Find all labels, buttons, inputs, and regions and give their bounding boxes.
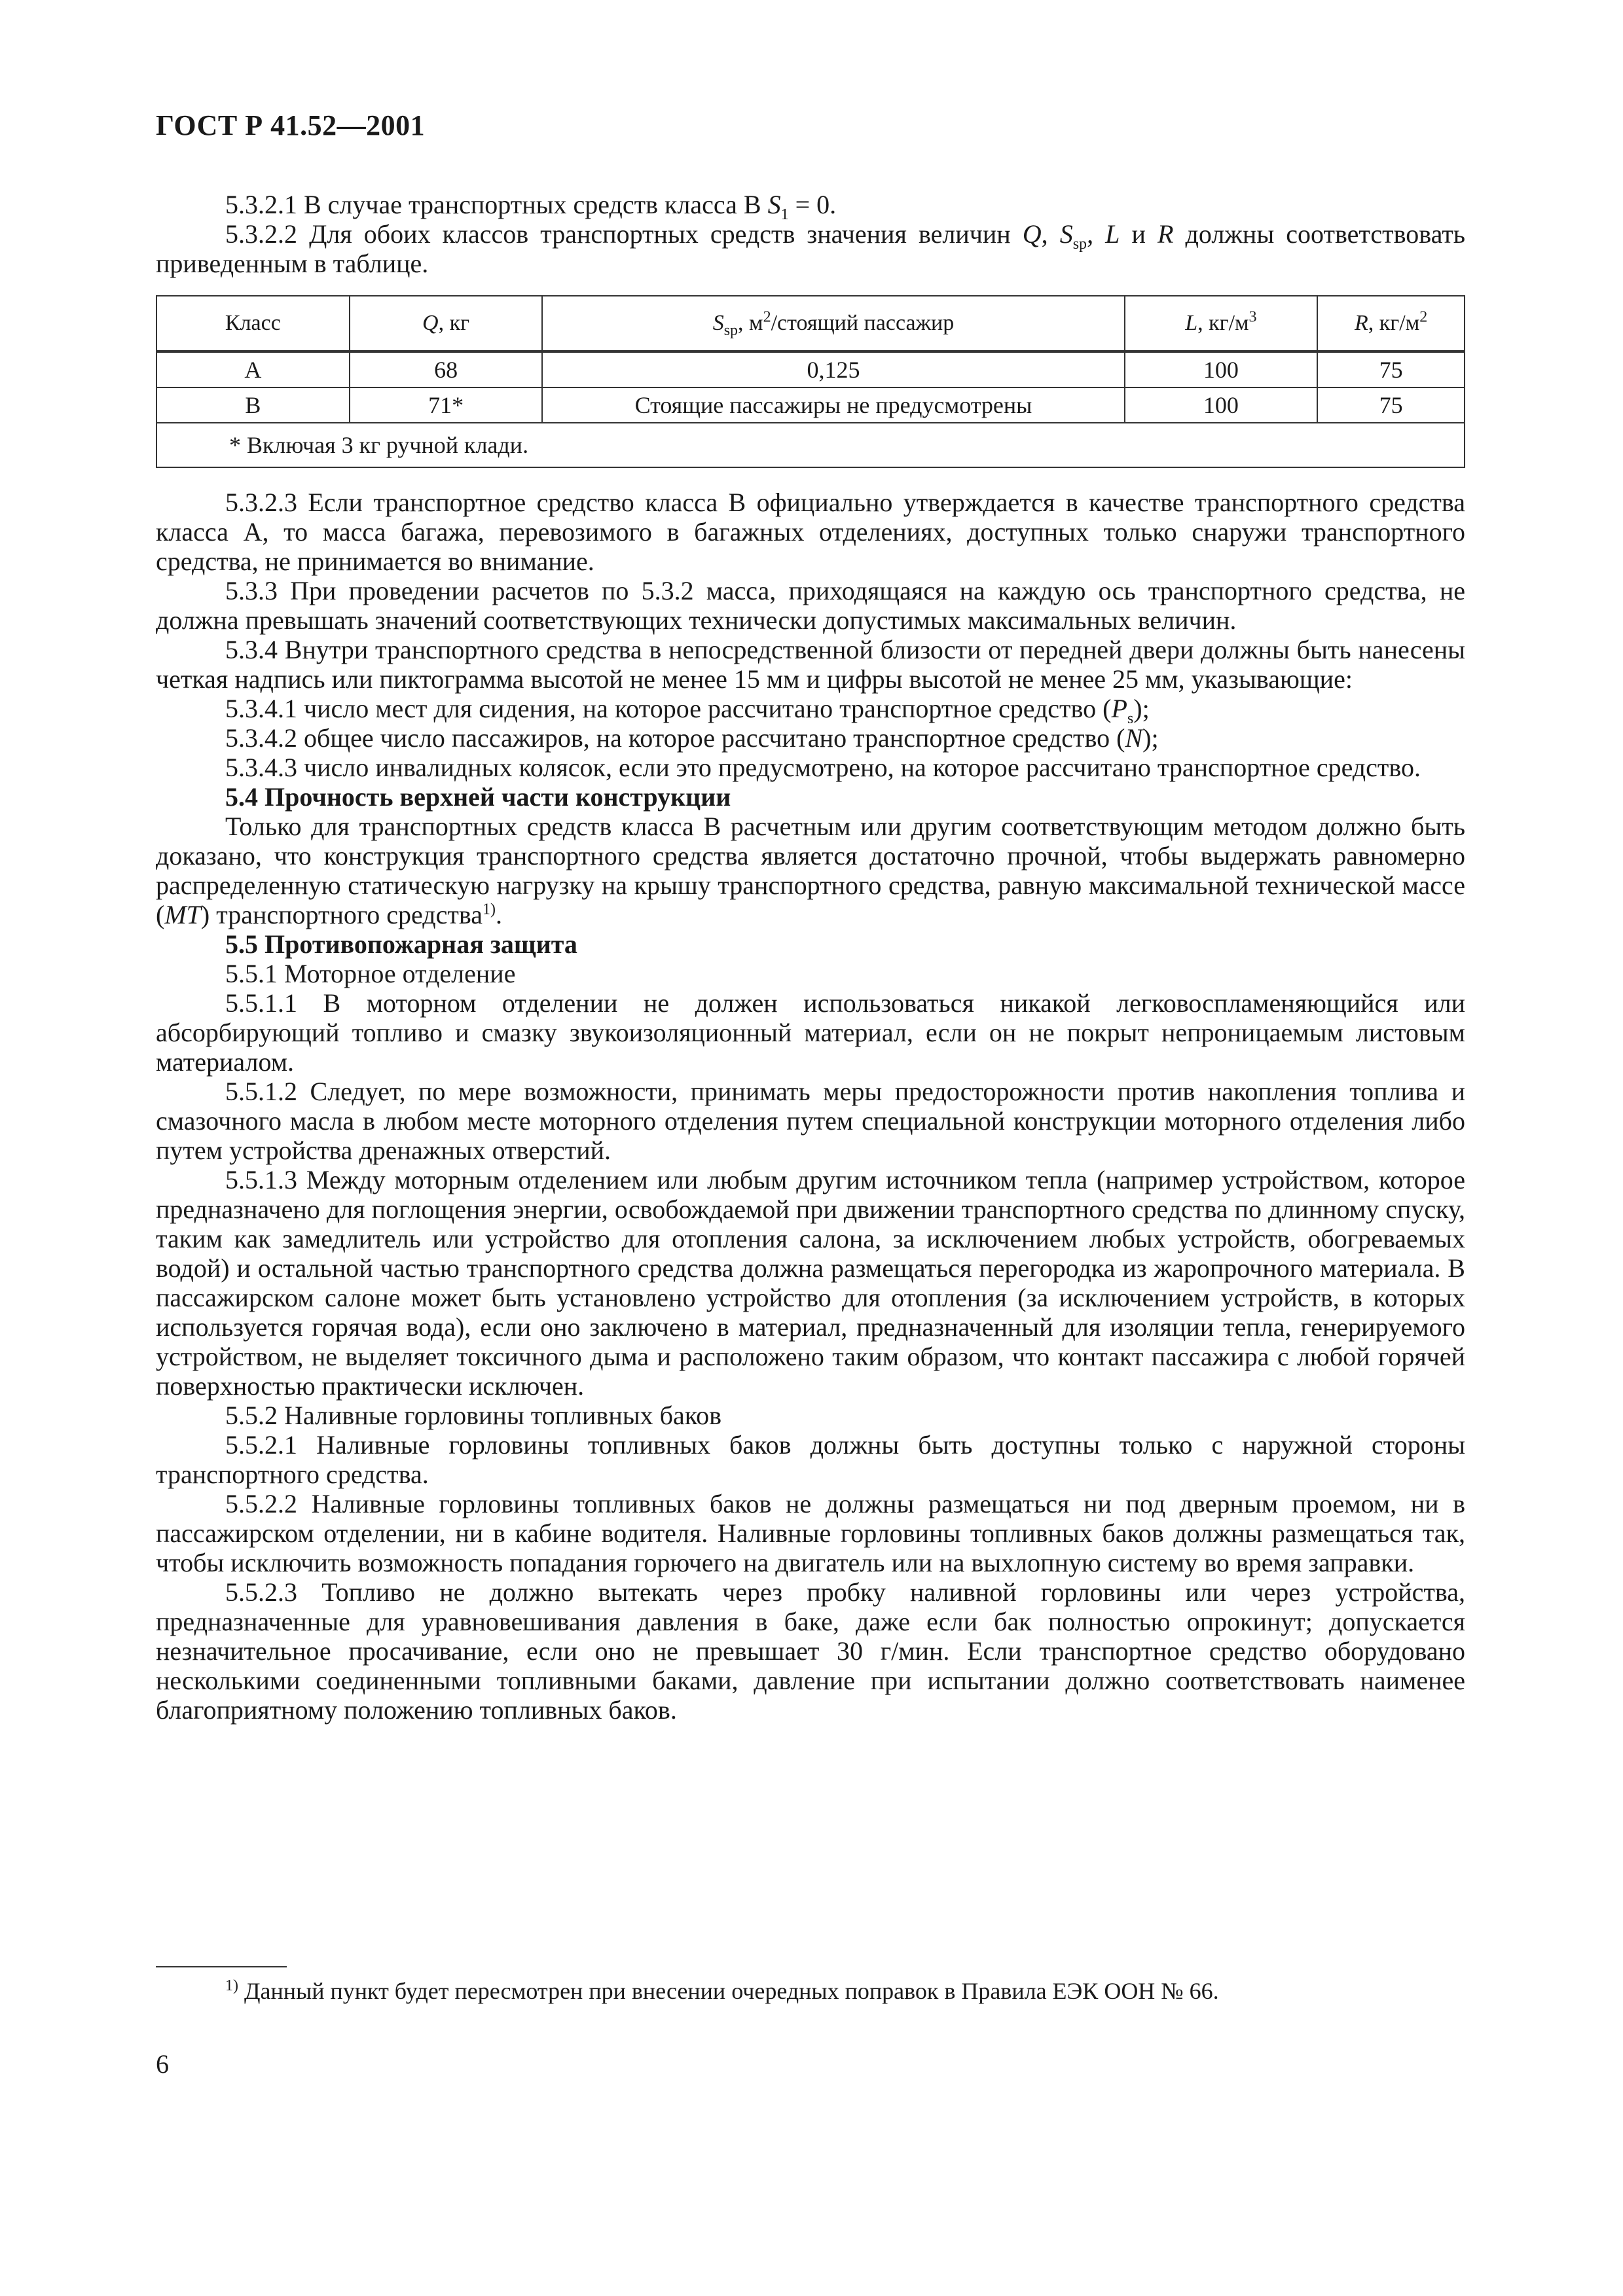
- table-note-row: [156, 423, 1465, 467]
- paragraph-5-3-4-3: 5.3.4.3 число инвалидных колясок, если это предусмотрено, на которое рассчитано транспортное средство.: [225, 753, 1421, 782]
- paragraph-5-5-2-1: 5.5.2.1 Наливные горловины топливных баков должны быть доступны только с наружной стороны транспортного средства.: [156, 1430, 1465, 1489]
- body-text: [156, 190, 1465, 1725]
- cell-ssp: Стоящие пассажиры не предусмотрены: [542, 387, 1124, 423]
- cell-class: В: [156, 387, 350, 423]
- section-heading-5-4: 5.4 Прочность верхней части конструкции: [225, 782, 731, 812]
- section-heading-5-5: 5.5 Противопожарная защита: [225, 929, 577, 959]
- cell-l: 100: [1125, 387, 1318, 423]
- paragraph-5-5-2-2: 5.5.2.2 Наливные горловины топливных баков не должны размещаться ни под дверным проемом, ни в пассажирском отделении, ни в кабине водителя. Наливные горловины топливных баков должны размещаться так, чтобы исключить возможность попадания горючего на двигатель или на выхлопную систему во время заправки.: [156, 1489, 1465, 1577]
- header-q: Q, кг: [350, 296, 543, 351]
- table-note: * Включая 3 кг ручной клади.: [156, 423, 1465, 467]
- footnote-separator: [156, 1966, 287, 1967]
- cell-q: 71*: [350, 387, 543, 423]
- paragraph-5-4-text: Только для транспортных средств класса В расчетным или другим соответствующим методом должно быть доказано, что конструкция транспортного средства является достаточно прочной, чтобы выдержать равномерно распределенную статическую нагрузку на крышу транспортного средства, равную максимальной технической массе (MT) транспортного средства$^{1)}$.: [156, 812, 1465, 929]
- paragraph-5-3-4: 5.3.4 Внутри транспортного средства в непосредственной близости от передней двери должны быть нанесены четкая надпись или пиктограмма высотой не менее 15 мм и цифры высотой не менее 25 мм, указывающие:: [156, 635, 1465, 694]
- paragraph-5-5-1-2: 5.5.1.2 Следует, по мере возможности, принимать меры предосторожности против накопления топлива и смазочного масла в любом месте моторного отделения путем специальной конструкции моторного отделения либо путем устройства дренажных отверстий.: [156, 1077, 1465, 1165]
- cell-r: 75: [1317, 387, 1465, 423]
- paragraph-5-3-2-1: 5.3.2.1 В случае транспортных средств класса В $S_1 = 0$.: [225, 190, 837, 223]
- mass-table: [156, 295, 1465, 468]
- document-header: ГОСТ Р 41.52—2001: [156, 109, 426, 141]
- header-ssp: $S_{sp}$, $м^2$/стоящий пассажир: [542, 296, 1124, 351]
- cell-r: 75: [1317, 351, 1465, 387]
- footnote: $^{1)}$ Данный пункт будет пересмотрен при внесении очередных поправок в Правила ЕЭК ООН № 66.: [225, 1977, 1219, 2004]
- table-row: [156, 387, 1465, 423]
- paragraph-5-5-1: 5.5.1 Моторное отделение: [225, 959, 516, 988]
- paragraph-5-3-3: 5.3.3 При проведении расчетов по 5.3.2 масса, приходящаяся на каждую ось транспортного средства, не должна превышать значений соответствующих технически допустимых максимальных величин.: [156, 576, 1465, 635]
- cell-ssp: 0,125: [542, 351, 1124, 387]
- paragraph-5-5-2: 5.5.2 Наливные горловины топливных баков: [225, 1401, 721, 1430]
- cell-q: 68: [350, 351, 543, 387]
- header-l: L, $кг/м^3$: [1125, 296, 1318, 351]
- paragraph-5-3-4-2: 5.3.4.2 общее число пассажиров, на которое рассчитано транспортное средство (N);: [225, 723, 1159, 753]
- table-header-row: [156, 296, 1465, 351]
- paragraph-5-5-2-3: 5.5.2.3 Топливо не должно вытекать через пробку наливной горловины или через устройства, предназначенные для уравновешивания давления в баке, даже если бак полностью опрокинут; допускается незначительное просачивание, если оно не превышает 30 г/мин. Если транспортное средство оборудовано несколькими соединенными топливными баками, давление при испытании должно соответствовать наименее благоприятному положению топливных баков.: [156, 1577, 1465, 1725]
- cell-l: 100: [1125, 351, 1318, 387]
- paragraph-5-3-2-2: 5.3.2.2 Для обоих классов транспортных средств значения величин Q, $S_{sp}$, L и R должны соответствовать приведенным в таблице.: [156, 219, 1466, 278]
- table-row: [156, 351, 1465, 387]
- header-class: Класс: [156, 296, 350, 351]
- paragraph-5-5-1-3: 5.5.1.3 Между моторным отделением или любым другим источником тепла (например устройством, которое предназначено для поглощения энергии, освобождаемой при движении транспортного средства по длинному спуску, таким как замедлитель или устройство для отопления салона, за исключением любых устройств, обогреваемых водой) и остальной частью транспортного средства должна размещаться перегородка из жаропрочного материала. В пассажирском салоне может быть установлено устройство для отопления (за исключением устройств, в которых используется горячая вода), если оно заключено в материал, предназначенный для изоляции тепла, генерируемого устройством, не выделяет токсичного дыма и расположено таким образом, что контакт пассажира с любой горячей поверхностью практически исключен.: [156, 1165, 1465, 1401]
- cell-class: А: [156, 351, 350, 387]
- paragraph-5-5-1-1: 5.5.1.1 В моторном отделении не должен использоваться никакой легковоспламеняющийся или абсорбирующий топливо и смазку звукоизоляционный материал, если он не покрыт непроницаемым листовым материалом.: [156, 988, 1465, 1077]
- paragraph-5-3-4-1: 5.3.4.1 число мест для сидения, на которое рассчитано транспортное средство $(P_s)$;: [225, 694, 1150, 727]
- header-r: R, $кг/м^2$: [1317, 296, 1465, 351]
- paragraph-5-3-2-3: 5.3.2.3 Если транспортное средство класса В официально утверждается в качестве транспортного средства класса А, то масса багажа, перевозимого в багажных отделениях, доступных только снаружи транспортного средства, не принимается во внимание.: [156, 488, 1465, 576]
- page-number: 6: [156, 2049, 169, 2079]
